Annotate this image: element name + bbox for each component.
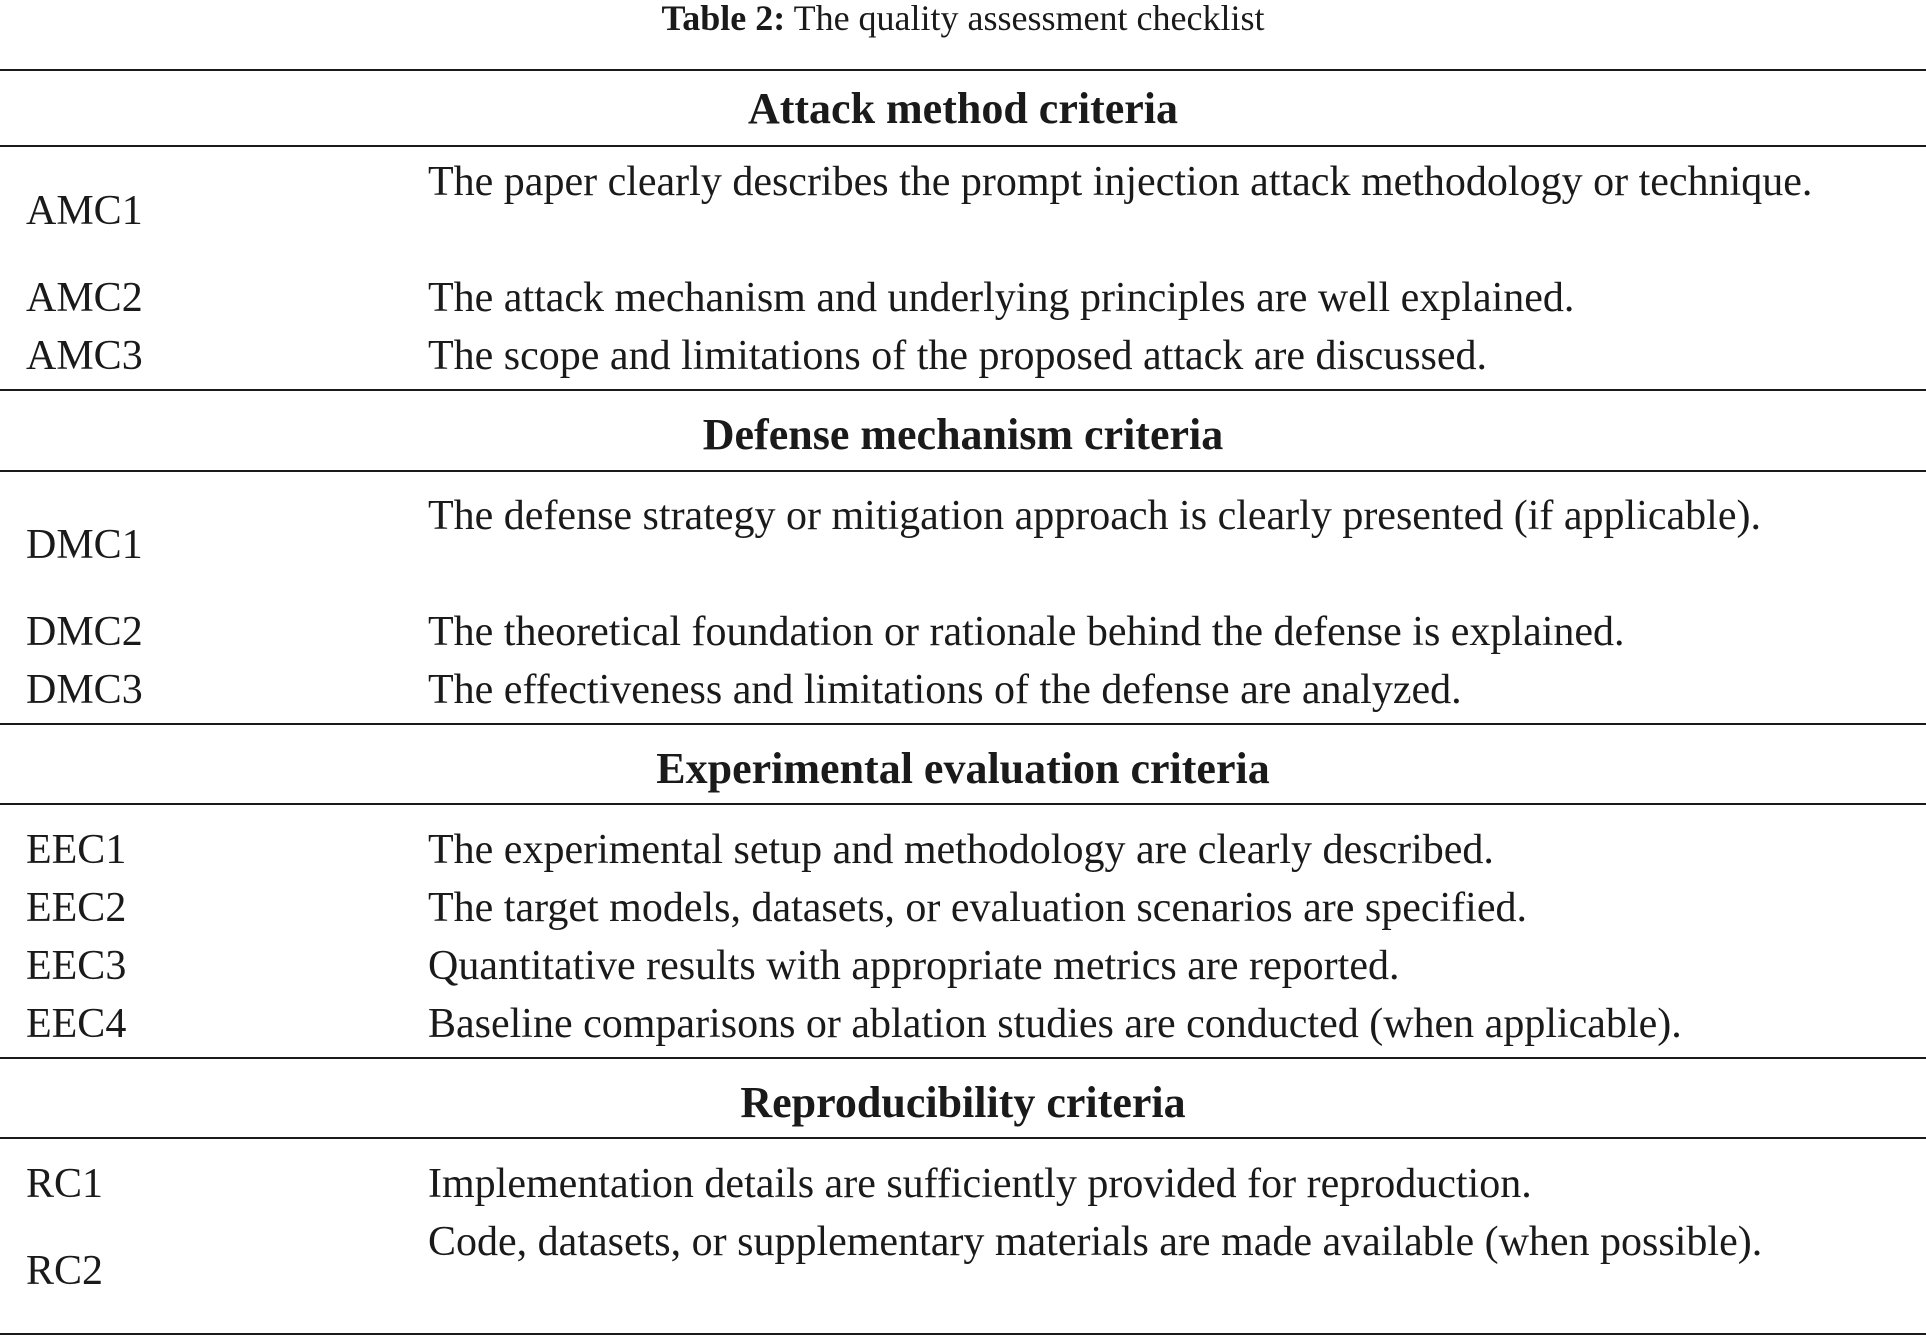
criterion-description: The paper clearly describes the prompt injection attack methodology or technique. [428, 159, 1813, 205]
criterion-code: EEC3 [26, 943, 127, 989]
criterion-code: EEC2 [26, 885, 127, 931]
criterion-description: The attack mechanism and underlying principles are well explained. [428, 275, 1575, 321]
criterion-description: The target models, datasets, or evaluation scenarios are specified. [428, 885, 1527, 931]
rule-line [0, 1057, 1926, 1059]
criterion-description: The defense strategy or mitigation approach is clearly presented (if applicable). [428, 493, 1761, 539]
section-title-attack-method: Attack method criteria [747, 84, 1179, 133]
criterion-code: AMC3 [26, 333, 143, 379]
table-row [0, 995, 1926, 1053]
table-row [0, 487, 1926, 603]
rule-line [0, 803, 1926, 805]
criterion-description: Quantitative results with appropriate metrics are reported. [428, 943, 1400, 989]
criterion-description: Implementation details are sufficiently provided for reproduction. [428, 1161, 1532, 1207]
criterion-code: EEC4 [26, 1001, 127, 1047]
table-row [0, 661, 1926, 719]
table-row [0, 879, 1926, 937]
table-row [0, 1213, 1926, 1329]
table-row [0, 821, 1926, 879]
table-caption-label: Table 2: [661, 0, 786, 38]
section-title-defense-mechanism: Defense mechanism criteria [702, 410, 1224, 459]
criterion-description: Code, datasets, or supplementary materials are made available (when possible). [428, 1219, 1763, 1265]
criterion-code: DMC1 [26, 522, 143, 568]
section-title-reproducibility: Reproducibility criteria [740, 1078, 1186, 1127]
criterion-description: The theoretical foundation or rationale behind the defense is explained. [428, 609, 1625, 655]
criterion-code: AMC1 [26, 188, 143, 234]
criterion-code: DMC3 [26, 667, 143, 713]
table-row [0, 937, 1926, 995]
criterion-description: The scope and limitations of the proposed attack are discussed. [428, 333, 1488, 379]
rule-line [0, 389, 1926, 391]
rule-line [0, 470, 1926, 472]
criterion-code: EEC1 [26, 827, 127, 873]
criterion-code: RC1 [26, 1161, 104, 1207]
criterion-description: The effectiveness and limitations of the defense are analyzed. [428, 667, 1462, 713]
table-caption [0, 0, 1926, 44]
criterion-code: DMC2 [26, 609, 143, 655]
rule-line [0, 1137, 1926, 1139]
criterion-description: The experimental setup and methodology are clearly described. [428, 827, 1494, 873]
criterion-code: RC2 [26, 1248, 104, 1294]
table-caption-text: The quality assessment checklist [793, 0, 1265, 38]
rule-line [0, 145, 1926, 147]
table-row [0, 603, 1926, 661]
table-row [0, 327, 1926, 385]
section-title-experimental-evaluation: Experimental evaluation criteria [656, 744, 1270, 793]
criterion-code: AMC2 [26, 275, 143, 321]
table-row [0, 1155, 1926, 1213]
table-row [0, 153, 1926, 269]
table-row [0, 269, 1926, 327]
criterion-description: Baseline comparisons or ablation studies are conducted (when applicable). [428, 1001, 1682, 1047]
rule-line [0, 1333, 1926, 1335]
rule-line [0, 723, 1926, 725]
rule-line [0, 69, 1926, 71]
